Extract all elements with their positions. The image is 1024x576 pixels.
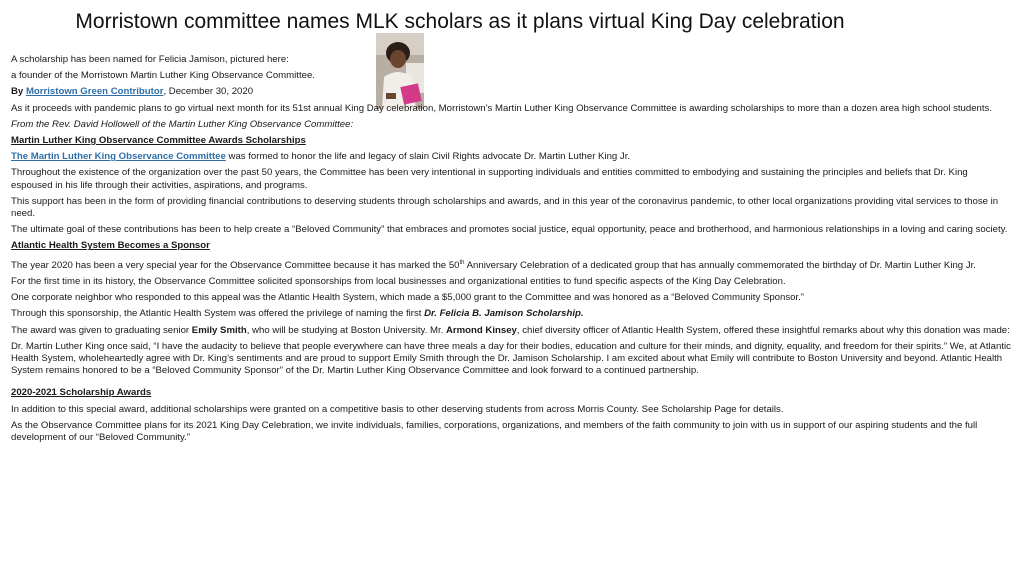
section-heading-sponsor: Atlantic Health System Becomes a Sponsor: [11, 240, 210, 252]
paragraph-text: Anniversary Celebration of a dedicated group that has annually commemorated the birthday of Dr. Martin Luther King Jr.: [464, 259, 976, 271]
paragraph: For the first time in its history, the Observance Committee solicited sponsorships from local businesses and organizational entities to fund specific aspects of the King Day Celebration.: [11, 276, 786, 288]
paragraph: In addition to this special award, additional scholarships were granted on a competitive basis to other deserving students from across Morris County. See Scholarship Page for details.: [11, 403, 784, 415]
article-body: [11, 54, 1011, 448]
paragraph: [11, 151, 1011, 163]
scholarship-name: Dr. Felicia B. Jamison Scholarship.: [424, 308, 584, 320]
paragraph-text: was formed to honor the life and legacy of slain Civil Rights advocate Dr. Martin Luther King Jr.: [225, 151, 631, 163]
student-name: Emily Smith: [191, 324, 247, 336]
paragraph-text: The award was given to graduating senior: [11, 324, 192, 336]
author-link[interactable]: Morristown Green Contributor: [25, 86, 164, 98]
officer-name: Armond Kinsey: [445, 324, 517, 336]
paragraph: Throughout the existence of the organization over the past 50 years, the Committee has been very intentional in supporting individuals and entities committed to embodying and sustaining the principles and beliefs that Dr. King espoused in his life through their activities, aspirations, and programs.: [11, 167, 968, 191]
paragraph-text: Through this sponsorship, the Atlantic Health System was offered the privilege of naming the first: [11, 308, 425, 320]
byline-date: , December 30, 2020: [163, 86, 254, 98]
paragraph: As the Observance Committee plans for its 2021 King Day Celebration, we invite individuals, families, corporations, organizations, and members of the faith community to join with us in support of our aspiring students and the full development of our “Beloved Community.”: [11, 419, 978, 444]
paragraph-text: , chief diversity officer of Atlantic Health System, offered these insightful remarks about why this donation was made:: [516, 324, 1010, 336]
byline: [11, 86, 1011, 98]
paragraph: The ultimate goal of these contributions has been to help create a “Beloved Community” that embraces and promotes social justice, equal opportunity, peace and brotherhood, and harmonious relationships in a loving and caring society.: [11, 224, 1008, 236]
section-heading-awards: 2020-2021 Scholarship Awards: [11, 387, 152, 399]
article-title: Morristown committee names MLK scholars as it plans virtual King Day celebration: [75, 10, 845, 33]
byline-prefix: By: [11, 86, 26, 98]
paragraph-text: The year 2020 has been a very special year for the Observance Committee because it has marked the 50: [11, 259, 460, 271]
paragraph: [11, 257, 1011, 272]
lede-paragraph: As it proceeds with pandemic plans to go virtual next month for its 51st annual King Day celebration, Morristown’s Martin Luther King Observance Committee is awarding scholarships to more than a dozen area high school students.: [11, 102, 993, 114]
paragraph: [11, 308, 1011, 320]
paragraph: [11, 325, 1011, 337]
section-heading-scholarships: Martin Luther King Observance Committee Awards Scholarships: [11, 135, 306, 147]
intro-line-2: a founder of the Morristown Martin Luther King Observance Committee.: [11, 70, 315, 82]
paragraph: This support has been in the form of providing financial contributions to deserving students through scholarships and awards, and in this year of the coronavirus pandemic, to other local organizations providing vital services to those in need.: [11, 195, 999, 220]
attribution-line: From the Rev. David Hollowell of the Martin Luther King Observance Committee:: [11, 118, 354, 130]
paragraph-text: , who will be studying at Boston University. Mr.: [246, 324, 446, 336]
intro-line-1: A scholarship has been named for Felicia Jamison, pictured here:: [11, 54, 289, 65]
paragraph: One corporate neighbor who responded to this appeal was the Atlantic Health System, which made a $5,000 grant to the Committee and was honored as a “Beloved Community Sponsor.”: [11, 292, 805, 304]
committee-link[interactable]: The Martin Luther King Observance Committee: [11, 151, 226, 163]
superscript: th: [459, 259, 465, 266]
quote-paragraph: Dr. Martin Luther King once said, “I have the audacity to believe that people everywhere can have three meals a day for their bodies, education and culture for their minds, and dignity, equality, and freedom for their spirits.” We, at Atlantic Health System, wholeheartedly agree with Dr. King’s sentiments and are proud to support Emily Smith through the Dr. Jamison Scholarship. I am excited about what Emily will contribute to Boston University and beyond. Atlantic Health System remains honored to be a “Beloved Community Sponsor” of the Dr. Martin Luther King Observance Committee and look forward to a continued partnership.: [11, 340, 1011, 377]
